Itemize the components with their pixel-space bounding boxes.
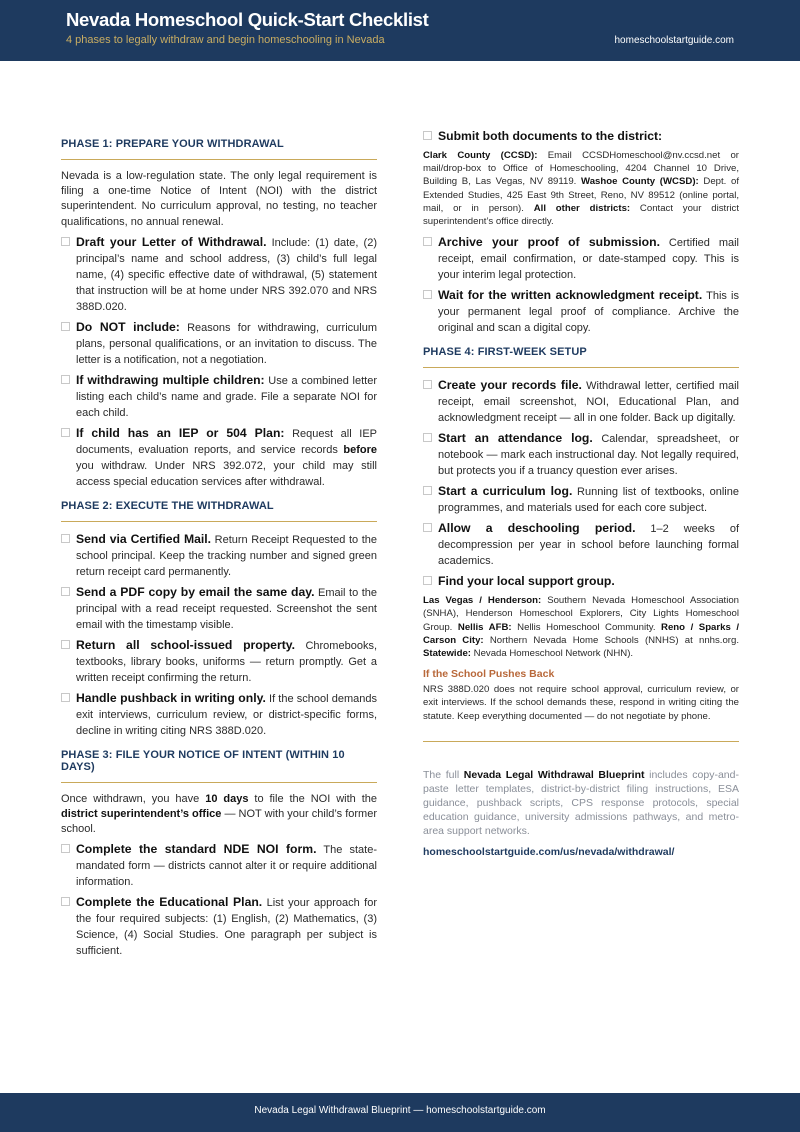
text-segment: includes copy-and-paste letter templates, district-by-district filing instructions, ESA guidance, pushback scripts, CPS response protocols, special education guidance, university admissions pathways, and metro-area support networks. (423, 768, 739, 837)
checklist-item (61, 841, 377, 890)
detail-note (423, 594, 739, 660)
item-title: Submit both documents to the district: (438, 129, 663, 143)
item-title: Archive your proof of submission. (438, 235, 660, 250)
item-title: Draft your Letter of Withdrawal. (76, 234, 267, 249)
checklist-item (61, 690, 377, 739)
text-segment: The state-mandated form — districts cannot alter it or require additional information. (76, 844, 377, 889)
item-title: Do NOT include: (76, 319, 180, 334)
bold-text: before (343, 443, 377, 456)
promo-text (423, 768, 739, 838)
checklist-item (61, 894, 377, 959)
item-title: If withdrawing multiple children: (76, 372, 265, 387)
text-segment: If the school demands exit interviews, curriculum review, or district-specific forms, decline in writing citing NRS 388D.020. (76, 692, 377, 737)
checklist-item (61, 584, 377, 633)
bold-text: Las Vegas / Henderson: (423, 595, 542, 607)
page-subtitle: 4 phases to legally withdraw and begin homeschooling in Nevada (66, 34, 385, 46)
item-title: Start a curriculum log. (438, 484, 573, 499)
text-segment: Include: (1) date, (2) principal’s name and school address, (3) child’s full legal name, (4) specific effective date of withdrawal, (5) statement that instruction will be at home under NRS 392.070 and NRS 388D.020. (76, 236, 377, 313)
text-segment: Northern Nevada Home Schools (NNHS) at nnhs.org. (483, 634, 739, 646)
bold-text: Reno / Sparks / Carson City: (423, 621, 740, 646)
text-segment: Nevada is a low-regulation state. The only legal requirement is filing a one-time Notice of Intent (NOI) with the district superintendent. No curriculum approval, no testing, no teacher qualifications, no annual renewal. (61, 170, 377, 228)
section-subheading: If the School Pushes Back (423, 668, 555, 681)
checkbox[interactable] (423, 237, 432, 246)
checklist-item (423, 128, 739, 145)
checkbox[interactable] (61, 844, 70, 853)
bold-text: 10 days (205, 792, 249, 805)
phase-heading: PHASE 3: FILE YOUR NOTICE OF INTENT (WITHIN 10 DAYS) (61, 748, 345, 773)
text-segment: you withdraw. Under NRS 392.072, your child may still access special education services after withdrawal. (76, 459, 377, 488)
checklist-item (61, 319, 377, 368)
divider (423, 367, 739, 368)
text-segment: Calendar, spreadsheet, or notebook — mark each instructional day. Not legally required, but protects you if a truancy question ever arises. (438, 433, 740, 478)
text-segment: Use a combined letter listing each child’s name and grade. File a separate NOI for each child. (76, 374, 377, 419)
checklist-item (423, 573, 739, 590)
intro-paragraph (61, 792, 377, 838)
item-title: Return all school-issued property. (76, 637, 296, 652)
checklist-item (61, 637, 377, 686)
text-segment: This is your permanent legal proof of compliance. Archive the original and scan a digital copy. (438, 290, 739, 335)
bold-text: Clark County (CCSD): (423, 150, 538, 161)
item-title: Complete the Educational Plan. (76, 895, 263, 910)
checkbox[interactable] (61, 897, 70, 906)
item-title: Find your local support group. (438, 574, 615, 589)
text-segment: Nevada Homeschool Network (NHN). (470, 648, 634, 660)
item-title: Start an attendance log. (438, 431, 593, 446)
item-title: Send via Certified Mail. (76, 531, 212, 546)
text-segment: The full (423, 768, 464, 781)
item-title: If child has an IEP or 504 Plan: (76, 425, 285, 440)
checkbox[interactable] (61, 375, 70, 384)
phase-heading: PHASE 1: PREPARE YOUR WITHDRAWAL (61, 138, 284, 150)
text-segment: Dept. of Extended Studies, 425 East 9th Street, Reno, NV 89512 (online portal, mail, or in person). (423, 176, 739, 214)
text-segment: Southern Nevada Homeschool Association (SNHA), Henderson Homeschool Explorers, City Lights Homeschool Group. (423, 595, 740, 633)
checkbox[interactable] (423, 380, 432, 389)
checkbox[interactable] (423, 486, 432, 495)
text-segment: 1–2 weeks of decompression per year in school before launching formal academics. (438, 523, 739, 568)
text-segment: Withdrawal letter, certified mail receipt, email screenshot, NOI, Educational Plan, and acknowledgment receipt — all in one folder. Back up digitally. (438, 380, 740, 425)
checkbox[interactable] (61, 534, 70, 543)
text-segment: Certified mail receipt, email confirmation, or date-stamped copy. This is your interim legal protection. (438, 237, 739, 282)
detail-note (423, 149, 739, 228)
checklist-item (423, 430, 739, 479)
item-title: Create your records file. (438, 378, 582, 393)
text-segment: — NOT with your child’s former school. (61, 808, 377, 836)
checkbox[interactable] (61, 640, 70, 649)
text-segment: Running list of textbooks, online programmes, and materials used for each core subject. (438, 486, 739, 515)
checklist-item (61, 425, 377, 490)
checklist-item (61, 372, 377, 421)
left-column (61, 128, 377, 963)
site-url: homeschoolstartguide.com (614, 35, 734, 46)
header-banner (0, 0, 800, 61)
checkbox[interactable] (61, 693, 70, 702)
right-column (423, 128, 739, 858)
divider (61, 521, 377, 522)
text-segment: to file the NOI with the (248, 792, 377, 805)
bold-text: Nevada Legal Withdrawal Blueprint (463, 768, 645, 781)
text-segment: Once withdrawn, you have (61, 792, 206, 805)
divider (61, 782, 377, 783)
item-title: Wait for the written acknowledgment receipt. (438, 288, 703, 303)
text-segment: Reasons for withdrawing, curriculum plans, personal qualifications, or an invitation to discuss. The letter is a notification, not a negotiation. (76, 321, 377, 366)
checklist-item (423, 287, 739, 336)
checklist-item (423, 234, 739, 283)
item-title: Send a PDF copy by email the same day. (76, 584, 315, 599)
divider (423, 741, 739, 742)
bold-text: Nellis AFB: (457, 621, 512, 633)
checkbox[interactable] (423, 523, 432, 532)
divider (61, 159, 377, 160)
text-segment: Nellis Homeschool Community. (511, 621, 662, 633)
bold-text: district superintendent’s office (61, 808, 222, 821)
detail-note (423, 683, 739, 723)
checkbox[interactable] (61, 428, 70, 437)
text-segment: Email to the principal with a read receipt requested. Screenshot the sent email with the timestamp visible. (76, 586, 377, 631)
bold-text: Statewide: (423, 648, 471, 660)
phase-heading: PHASE 4: FIRST-WEEK SETUP (423, 346, 587, 359)
text-segment: Email CCSDHomeschool@nv.ccsd.net or mail/drop-box to Office of Homeschooling, 4204 Channel 10 Drive, Building B, Las Vegas, NV 89119. (423, 150, 739, 188)
checkbox[interactable] (61, 322, 70, 331)
bold-text: Washoe County (WCSD): (581, 176, 699, 188)
intro-paragraph (61, 169, 377, 230)
checkbox[interactable] (423, 290, 432, 299)
checkbox[interactable] (61, 587, 70, 596)
item-title: Handle pushback in writing only. (76, 690, 266, 705)
checkbox[interactable] (61, 237, 70, 246)
text-segment: Chromebooks, textbooks, library books, uniforms — return promptly. Get a written receipt confirming the return. (76, 639, 377, 684)
checkbox[interactable] (423, 131, 432, 140)
checklist-item (423, 520, 739, 569)
footer: Nevada Legal Withdrawal Blueprint — homeschoolstartguide.com (0, 1093, 800, 1132)
checklist-item (423, 377, 739, 426)
item-title: Complete the standard NDE NOI form. (76, 842, 317, 857)
checklist-item (423, 483, 739, 516)
text-segment: Request all IEP documents, evaluation reports, and service records (76, 427, 377, 456)
bold-text: All other districts: (533, 202, 631, 214)
text-segment: Return Receipt Requested to the school principal. Keep the tracking number and signed green return receipt card permanently. (76, 533, 378, 578)
phase-heading: PHASE 2: EXECUTE THE WITHDRAWAL (61, 499, 274, 512)
checkbox[interactable] (423, 576, 432, 585)
text-segment: List your approach for the four required subjects: (1) English, (2) Mathematics, (3) Science, (4) Social Studies. One paragraph per subject is sufficient. (76, 897, 377, 958)
text-segment: NRS 388D.020 does not require school approval, curriculum review, or exit interviews. If the school demands these, respond in writing citing the statute. Keep everything documented — do not negotiate by phone. (423, 684, 739, 722)
item-title: Allow a deschooling period. (438, 521, 636, 536)
text-segment: Contact your district superintendent’s office directly. (423, 202, 739, 228)
blueprint-link[interactable]: homeschoolstartguide.com/us/nevada/withdrawal/ (423, 845, 675, 858)
checklist-item (61, 234, 377, 315)
page-title: Nevada Homeschool Quick-Start Checklist (66, 9, 429, 30)
checkbox[interactable] (423, 433, 432, 442)
checklist-item (61, 531, 377, 580)
